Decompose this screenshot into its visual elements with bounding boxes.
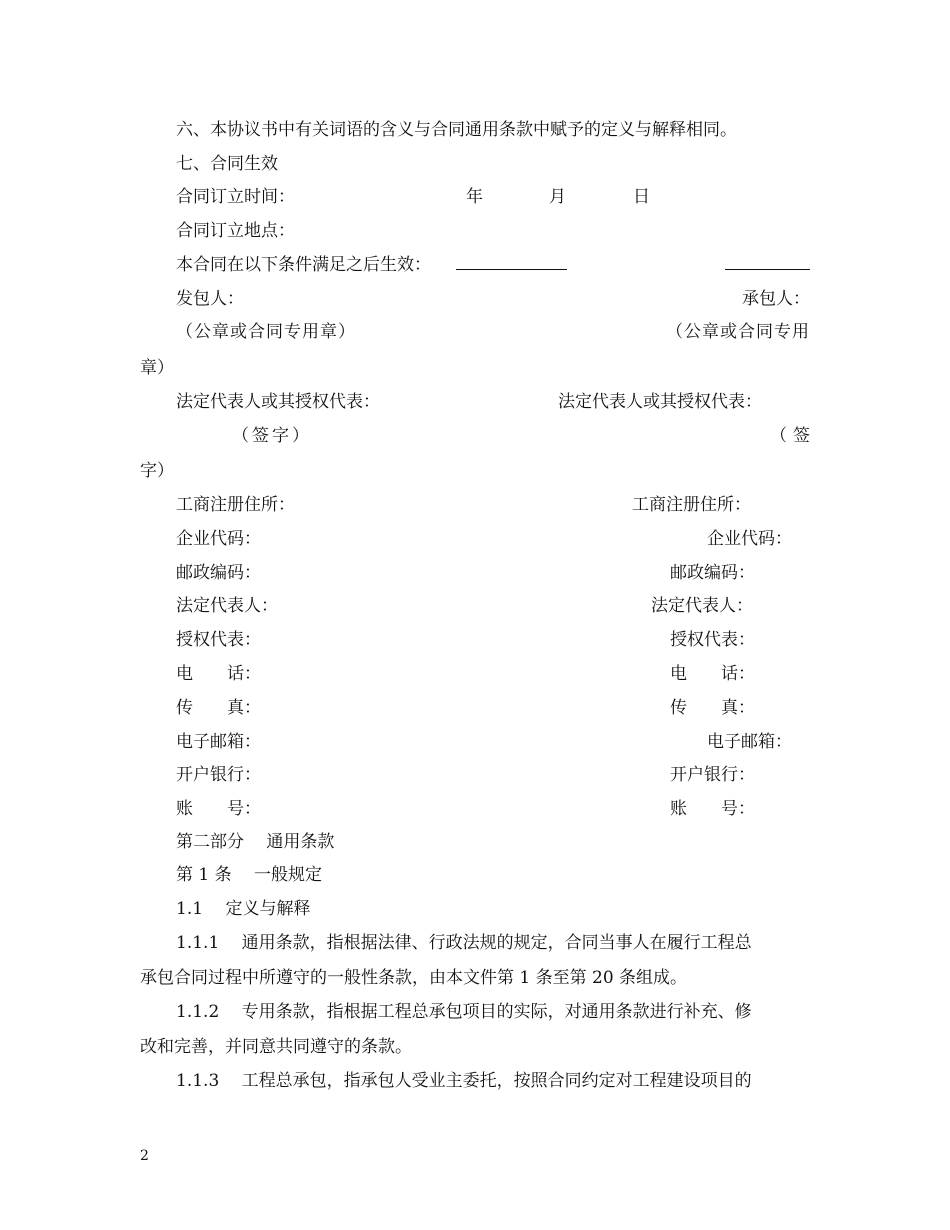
clause-7-heading: 七、合同生效 — [176, 154, 278, 174]
contractor-phone: 电 话： — [670, 664, 755, 684]
day-label: 日 — [633, 187, 650, 207]
clause-1-1-1-line-2: 承包合同过程中所遵守的一般性条款，由本文件第 1 条至第 20 条组成。 — [140, 968, 688, 988]
contractor-reg-address: 工商注册住所： — [632, 495, 751, 515]
contractor-auth-rep: 授权代表： — [670, 630, 755, 650]
sign-time-label: 合同订立时间： — [176, 187, 295, 207]
employer-auth-rep: 授权代表： — [176, 630, 261, 650]
article-1-heading: 第 1 条 一般规定 — [176, 865, 323, 885]
contractor-label: 承包人： — [742, 289, 810, 309]
contractor-account: 账 号： — [670, 799, 755, 819]
effective-condition-blank-2 — [725, 254, 810, 276]
clause-1-1-2-line-1: 1.1.2 专用条款，指根据工程总承包项目的实际，对通用条款进行补充、修 — [176, 1002, 752, 1022]
contractor-postcode: 邮政编码： — [670, 563, 755, 583]
clause-6: 六、本协议书中有关词语的含义与合同通用条款中赋予的定义与解释相同。 — [176, 120, 737, 140]
section-1-1-heading: 1.1 定义与解释 — [176, 899, 311, 919]
effective-condition-blank-1 — [456, 254, 567, 276]
contractor-seal-continued: 章） — [140, 358, 174, 378]
employer-signature: （签字） — [232, 426, 312, 446]
contractor-signature-continued: 字） — [140, 461, 174, 481]
contractor-bank: 开户银行： — [670, 765, 755, 785]
employer-label: 发包人： — [176, 289, 244, 309]
page-number: 2 — [140, 1148, 149, 1164]
sign-place-label: 合同订立地点： — [176, 221, 295, 241]
employer-account: 账 号： — [176, 799, 261, 819]
employer-legal-rep: 法定代表人： — [176, 596, 278, 616]
contractor-legal-rep: 法定代表人： — [651, 596, 753, 616]
year-label: 年 — [466, 187, 483, 207]
contractor-enterprise-code: 企业代码： — [707, 529, 792, 549]
contractor-signature: （签 — [770, 426, 816, 446]
employer-postcode: 邮政编码： — [176, 563, 261, 583]
month-label: 月 — [549, 187, 566, 207]
employer-bank: 开户银行： — [176, 765, 261, 785]
employer-seal: （公章或合同专用章） — [176, 322, 356, 342]
clause-1-1-1-line-1: 1.1.1 通用条款，指根据法律、行政法规的规定，合同当事人在履行工程总 — [176, 933, 752, 953]
employer-enterprise-code: 企业代码： — [176, 529, 261, 549]
employer-fax: 传 真： — [176, 698, 261, 718]
clause-1-1-3-line-1: 1.1.3 工程总承包，指承包人受业主委托，按照合同约定对工程建设项目的 — [176, 1071, 752, 1091]
contractor-representative: 法定代表人或其授权代表： — [558, 392, 762, 412]
employer-representative: 法定代表人或其授权代表： — [176, 392, 380, 412]
employer-reg-address: 工商注册住所： — [176, 495, 295, 515]
contractor-email: 电子邮箱： — [707, 732, 792, 752]
employer-email: 电子邮箱： — [176, 732, 261, 752]
contractor-seal: （公章或合同专用 — [666, 322, 810, 342]
clause-1-1-2-line-2: 改和完善，并同意共同遵守的条款。 — [140, 1037, 412, 1057]
effective-condition-label: 本合同在以下条件满足之后生效： — [176, 255, 431, 275]
employer-phone: 电 话： — [176, 664, 261, 684]
contractor-fax: 传 真： — [670, 698, 755, 718]
part-2-heading: 第二部分 通用条款 — [176, 832, 335, 852]
